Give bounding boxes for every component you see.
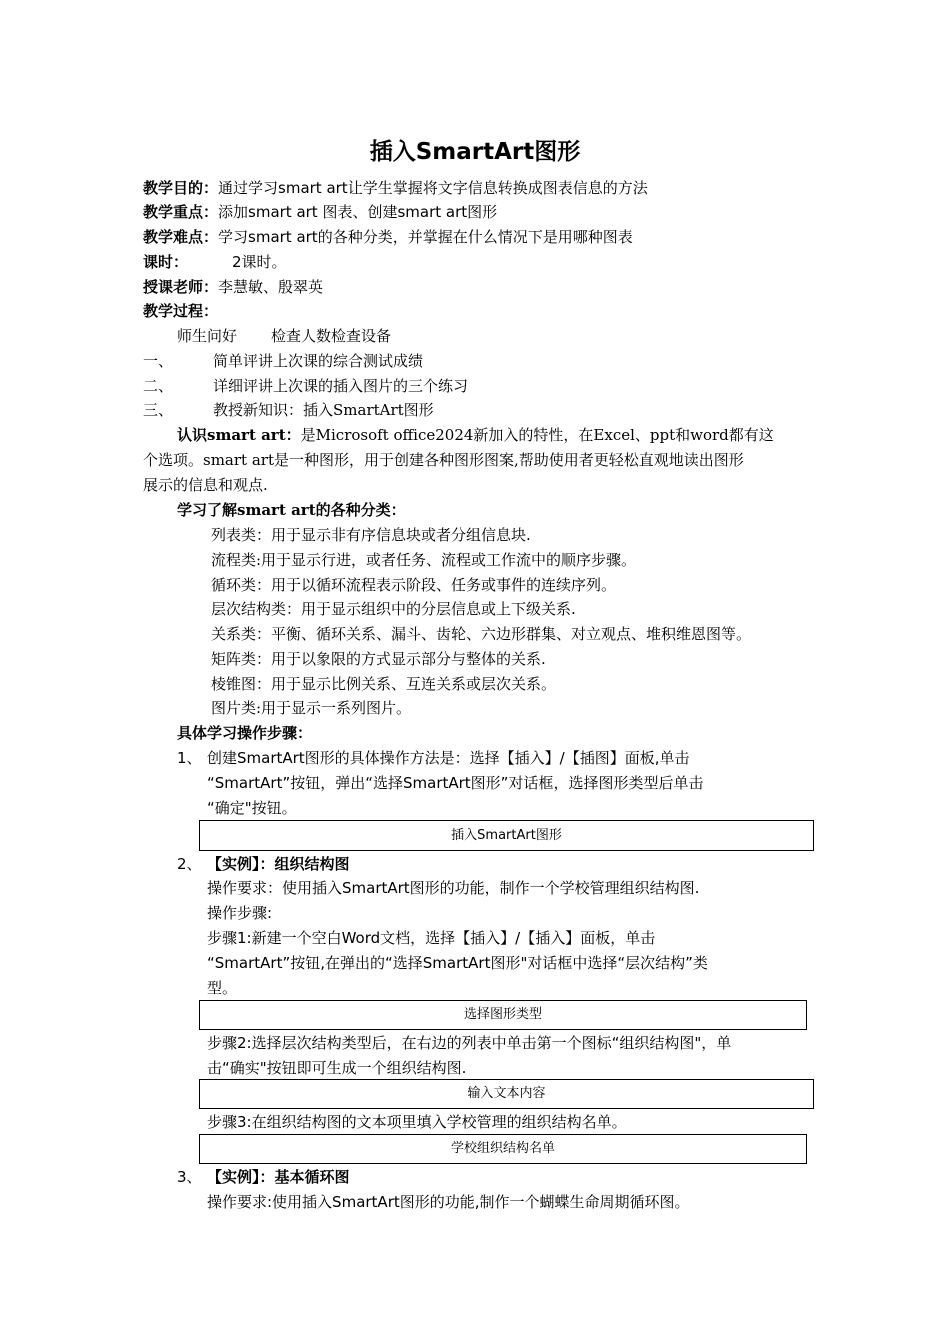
step-text: 简单评讲上次课的综合测试成绩 — [213, 352, 424, 370]
hours-line — [143, 252, 287, 272]
intro-line-1 — [177, 425, 774, 445]
image-placeholder-box: 学校组织结构名单 — [199, 1134, 807, 1164]
teacher-label: 授课老师： — [143, 278, 219, 296]
category-item: 棱锥图：用于显示比例关系、互连关系或层次关系。 — [211, 675, 557, 693]
teacher-line — [143, 277, 323, 297]
op-step-3-title: 【实例】：基本循环图 — [207, 1168, 350, 1186]
operations-heading: 具体学习操作步骤： — [177, 724, 313, 742]
focus-label: 教学重点： — [143, 203, 219, 221]
process-label: 教学过程： — [143, 302, 219, 320]
op-step-number: 1、 — [177, 749, 202, 767]
greeting-text: 师生问好 — [177, 327, 238, 345]
op-step-1-line-2: “SmartArt”按钮，弹出“选择SmartArt图形”对话框，选择图形类型后单击 — [207, 774, 704, 792]
focus-text: 添加smart art 图表、创建smart art图形 — [218, 203, 498, 221]
step-number: 二、 — [143, 377, 174, 395]
process-step — [143, 376, 468, 396]
category-item: 循环类：用于以循环流程表示阶段、任务或事件的连续序列。 — [211, 576, 617, 594]
op-step-2-s1-line-1: 步骤1:新建一个空白Word文档，选择【插入】/【插入】面板，单击 — [207, 929, 656, 947]
op-step-2-s1-line-2: “SmartArt”按钮,在弹出的“选择SmartArt图形"对话框中选择“层次结构”类 — [207, 954, 708, 972]
op-step-2-s2-line-1: 步骤2:选择层次结构类型后，在右边的列表中单击第一个图标“组织结构图"，单 — [207, 1034, 732, 1052]
image-placeholder-box: 插入SmartArt图形 — [199, 820, 814, 851]
op-step-1-line-3: “确定"按钮。 — [207, 799, 297, 817]
process-greeting-line — [177, 326, 391, 346]
op-step-2-head — [177, 854, 350, 874]
categories-heading: 学习了解smart art的各种分类： — [177, 501, 406, 519]
hours-text: 2课时。 — [232, 253, 287, 271]
purpose-line — [143, 178, 648, 198]
category-item: 列表类：用于显示非有序信息块或者分组信息块. — [211, 526, 531, 544]
purpose-label: 教学目的： — [143, 179, 219, 197]
op-step-1-text-1: 创建SmartArt图形的具体操作方法是：选择【插入】/【插图】面板,单击 — [207, 749, 690, 767]
process-step — [143, 351, 423, 371]
intro-line-2: 个选项。smart art是一种图形，用于创建各种图形图案,帮助使用者更轻松直观地读出图形 — [143, 451, 744, 469]
difficulty-label: 教学难点： — [143, 228, 219, 246]
step-text: 教授新知识：插入SmartArt图形 — [213, 401, 434, 419]
op-step-1-line-1 — [177, 748, 690, 768]
op-step-2-s3-line-1: 步骤3:在组织结构图的文本项里填入学校管理的组织结构名单。 — [207, 1113, 627, 1131]
op-step-2-s1-line-3: 型。 — [207, 979, 238, 997]
intro-line-3: 展示的信息和观点. — [143, 476, 268, 494]
step-number: 一、 — [143, 352, 174, 370]
op-step-2-requirement: 操作要求：使用插入SmartArt图形的功能，制作一个学校管理组织结构图. — [207, 879, 700, 897]
page-title: 插入SmartArt图形 — [369, 139, 581, 165]
intro-text-1: 是Microsoft office2024新加入的特性，在Excel、ppt和word都有这 — [300, 426, 774, 444]
op-step-2-steps-label: 操作步骤: — [207, 904, 273, 922]
op-step-2-s2-line-2: 击“确实"按钮即可生成一个组织结构图. — [207, 1059, 467, 1077]
process-step — [143, 400, 434, 420]
category-item: 关系类：平衡、循环关系、漏斗、齿轮、六边形群集、对立观点、堆积维恩图等。 — [211, 625, 752, 643]
op-step-number: 2、 — [177, 855, 202, 873]
difficulty-text: 学习smart art的各种分类，并掌握在什么情况下是用哪种图表 — [218, 228, 633, 246]
category-item: 矩阵类：用于以象限的方式显示部分与整体的关系. — [211, 650, 546, 668]
focus-line — [143, 202, 497, 222]
step-text: 详细评讲上次课的插入图片的三个练习 — [213, 377, 469, 395]
op-step-2-title: 【实例】：组织结构图 — [207, 855, 350, 873]
op-step-3-requirement: 操作要求:使用插入SmartArt图形的功能,制作一个蝴蝶生命周期循环图。 — [207, 1193, 690, 1211]
purpose-text: 通过学习smart art让学生掌握将文字信息转换成图表信息的方法 — [218, 179, 648, 197]
check-text: 检查人数检查设备 — [271, 327, 392, 345]
teacher-text: 李慧敏、殷翠英 — [218, 278, 324, 296]
op-step-3-head — [177, 1167, 350, 1187]
image-placeholder-box: 选择图形类型 — [199, 1000, 807, 1030]
category-item: 流程类:用于显示行进，或者任务、流程或工作流中的顺序步骤。 — [211, 551, 637, 569]
image-placeholder-box: 输入文本内容 — [199, 1079, 814, 1109]
difficulty-line — [143, 227, 633, 247]
op-step-number: 3、 — [177, 1168, 202, 1186]
hours-label: 课时： — [143, 253, 189, 271]
category-item: 图片类:用于显示一系列图片。 — [211, 699, 412, 717]
category-item: 层次结构类：用于显示组织中的分层信息或上下级关系. — [211, 600, 576, 618]
step-number: 三、 — [143, 401, 174, 419]
intro-label: 认识smart art： — [177, 426, 301, 444]
